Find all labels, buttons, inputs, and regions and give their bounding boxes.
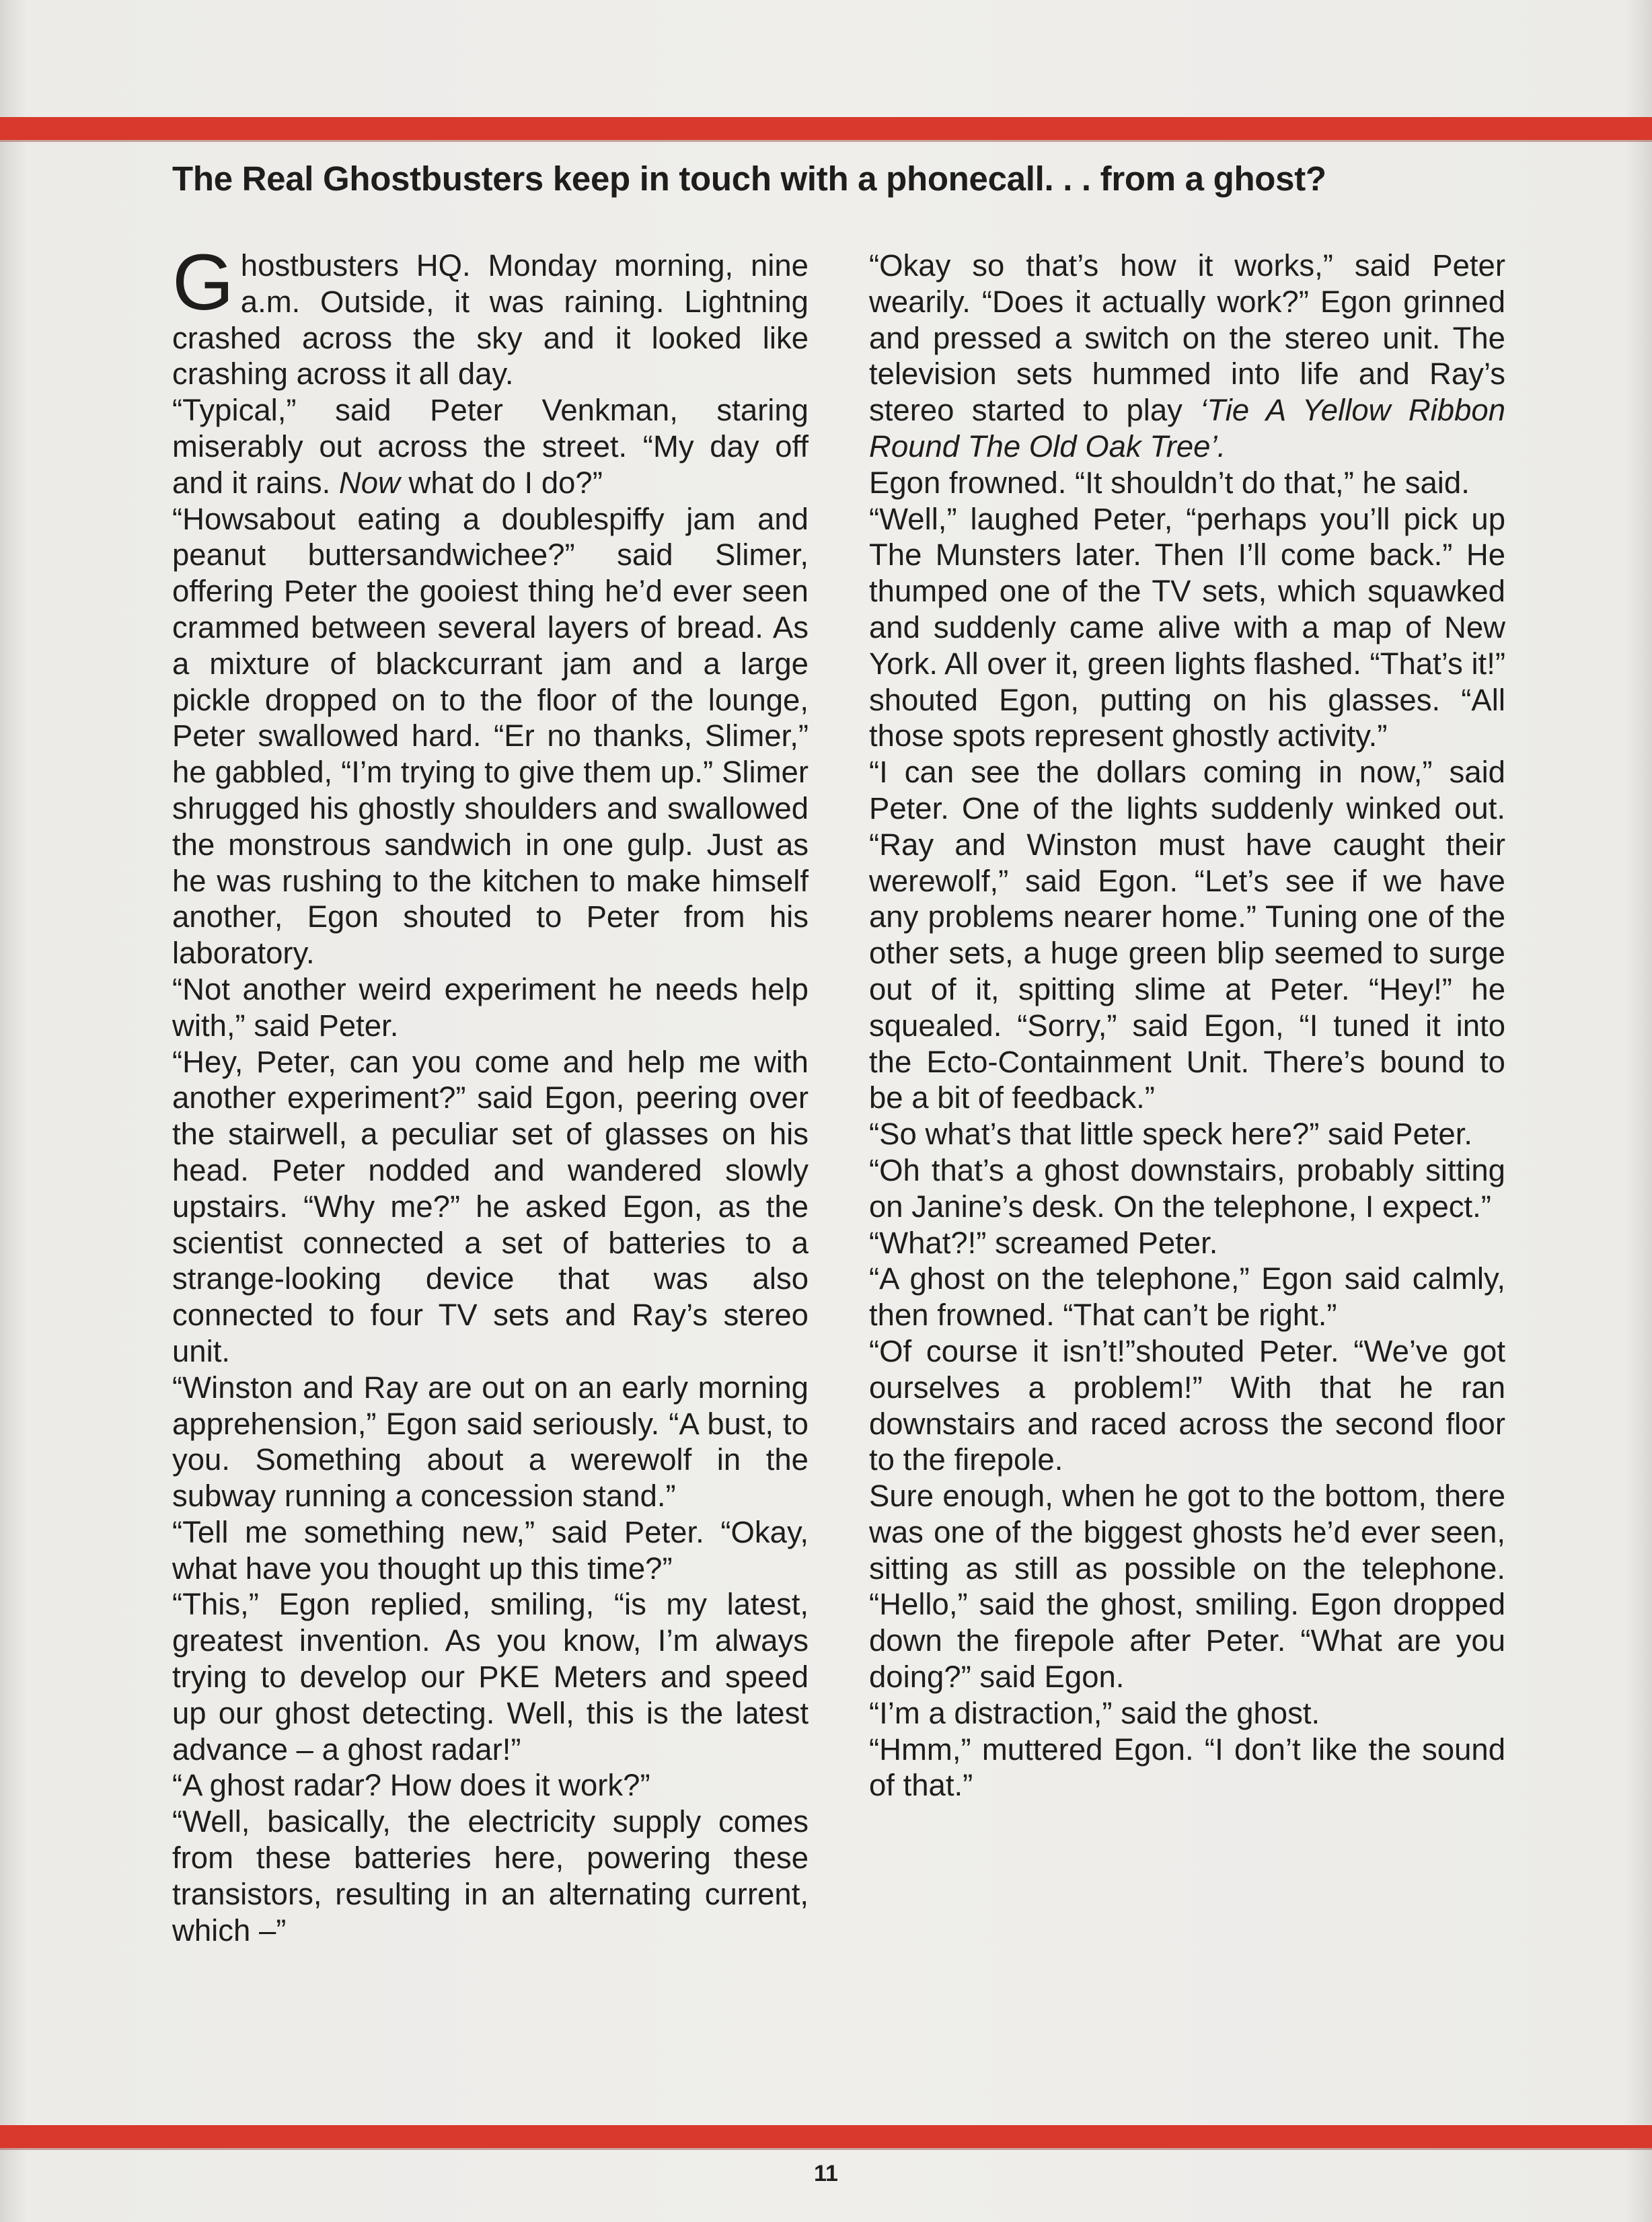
paragraph: “A ghost radar? How does it work?”: [172, 1768, 650, 1803]
paragraph: “Of course it isn’t!”shouted Peter. “We’ve got ourselves a problem!” With that he ran downstairs and raced across the second floor to the firepole.: [869, 1333, 1505, 1477]
right-column: [869, 248, 1505, 1804]
paragraph: “Howsabout eating a doublespiffy jam and peanut buttersandwichee?” said Slimer, offering Peter the gooiest thing he’d ever seen crammed between several layers of bread. As a mixture of blackcurrant jam and a large pickle dropped on to the floor of the lounge, Peter swallowed hard. “Er no thanks, Slimer,” he gabbled, “I’m trying to give them up.” Slimer shrugged his ghostly shoulders and swallowed the monstrous sandwich in one gulp. Just as he was rushing to the kitchen to make himself another, Egon shouted to Peter from his laboratory.: [172, 501, 809, 971]
article-headline: The Real Ghostbusters keep in touch with a phonecall. . . from a ghost?: [172, 159, 1326, 198]
paragraph: “Not another weird experiment he needs help with,” said Peter.: [172, 971, 809, 1043]
paragraph: “A ghost on the telephone,” Egon said calmly, then frowned. “That can’t be right.”: [869, 1261, 1505, 1333]
paragraph: Egon frowned. “It shouldn’t do that,” he said.: [869, 465, 1470, 500]
paragraph: “Okay so that’s how it works,” said Peter wearily. “Does it actually work?” Egon grinned and pressed a switch on the stereo unit. The television sets hummed into life and Ray’s stereo started to play ‘Tie A Yellow Ribbon Round The Old Oak Tree’.: [869, 248, 1506, 464]
paragraph: “I’m a distraction,” said the ghost.: [869, 1695, 1320, 1730]
paragraph: “I can see the dollars coming in now,” said Peter. One of the lights suddenly winked out. “Ray and Winston must have caught their werewolf,” said Egon. “Let’s see if we have any problems nearer home.” Tuning one of the other sets, a huge green blip seemed to surge out of it, spitting slime at Peter. “Hey!” he squealed. “Sorry,” said Egon, “I tuned it into the Ecto-Containment Unit. There’s bound to be a bit of feedback.”: [869, 755, 1505, 1115]
page-number: 11: [814, 2161, 838, 2186]
paragraph: Ghostbusters HQ. Monday morning, nine a.m. Outside, it was raining. Lightning crashed across the sky and it looked like crashing across it all day.: [172, 238, 809, 392]
paragraph: “Oh that’s a ghost downstairs, probably sitting on Janine’s desk. On the telephone, I expect.”: [869, 1152, 1505, 1224]
paragraph: “Well,” laughed Peter, “perhaps you’ll pick up The Munsters later. Then I’ll come back.” He thumped one of the TV sets, which squawked and suddenly came alive with a map of New York. All over it, green lights flashed. “That’s it!” shouted Egon, putting on his glasses. “All those spots represent ghostly activity.”: [869, 501, 1505, 753]
bottom-rule: [0, 2148, 1652, 2150]
paragraph: “Winston and Ray are out on an early morning apprehension,” Egon said seriously. “A bust, to you. Something about a werewolf in the subway running a concession stand.”: [172, 1370, 809, 1514]
drop-cap: G: [172, 238, 234, 327]
paragraph: “Hey, Peter, can you come and help me with another experiment?” said Egon, peering over the stairwell, a peculiar set of glasses on his head. Peter nodded and wandered slowly upstairs. “Why me?” he asked Egon, as the scientist connected a set of batteries to a strange-looking device that was also connected to four TV sets and Ray’s stereo unit.: [172, 1044, 809, 1368]
paragraph: “Typical,” said Peter Venkman, staring miserably out across the street. “My day off and it rains. Now what do I do?”: [172, 393, 809, 500]
paragraph: “So what’s that little speck here?” said Peter.: [869, 1117, 1472, 1152]
paragraph: Sure enough, when he got to the bottom, there was one of the biggest ghosts he’d ever seen, sitting as still as possible on the telephone. “Hello,” said the ghost, smiling. Egon dropped down the firepole after Peter. “What are you doing?” said Egon.: [869, 1479, 1505, 1695]
paragraph: “Hmm,” muttered Egon. “I don’t like the sound of that.”: [869, 1732, 1505, 1803]
paragraph: “What?!” screamed Peter.: [869, 1225, 1218, 1260]
left-column: [172, 238, 809, 1948]
top-rule: [0, 140, 1652, 142]
bottom-red-bar: [0, 2125, 1652, 2148]
paragraph: “This,” Egon replied, smiling, “is my latest, greatest invention. As you know, I’m always trying to develop our PKE Meters and speed up our ghost detecting. Well, this is the latest advance – a ghost radar!”: [172, 1587, 809, 1767]
paragraph: “Tell me something new,” said Peter. “Okay, what have you thought up this time?”: [172, 1514, 809, 1586]
top-red-bar: [0, 117, 1652, 140]
paragraph: “Well, basically, the electricity supply comes from these batteries here, powering these transistors, resulting in an alternating current, which –”: [172, 1804, 809, 1948]
